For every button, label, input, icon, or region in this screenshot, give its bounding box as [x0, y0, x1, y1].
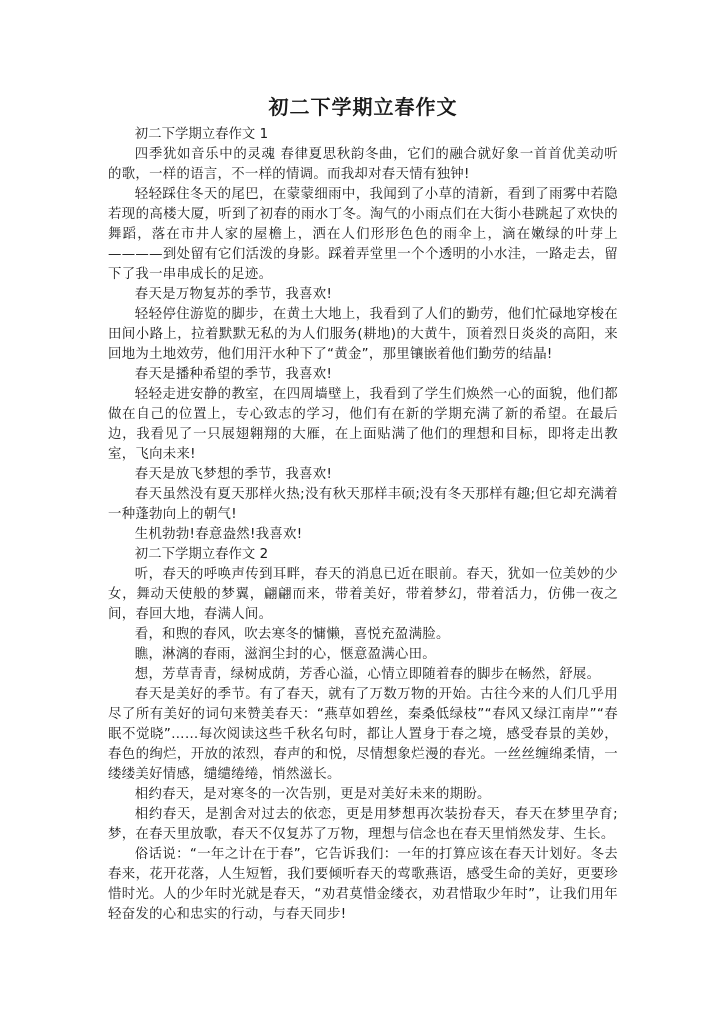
essay-2-paragraph: 春天是美好的季节。有了春天，就有了万数万物的开始。古往今来的人们几乎用尽了所有美好的词句来赞美春天：“燕草如碧丝，秦桑低绿枝”“春风又绿江南岸”“春眠不觉晓”……每次阅读这些千秋名句时，都让人置身于春之境，感受春景的美妙，春色的绚烂，开放的浓烈，春声的和悦，尽情想象烂漫的春光。一丝丝缠绵柔情，一缕缕美好情感，缱缱绻绻，悄然滋长。: [108, 687, 618, 782]
essay-1-paragraph: 春天是万物复苏的季节，我喜欢!: [134, 287, 333, 302]
essay-2-paragraph: 瞧，淋漓的春雨，滋润尘封的心，惬意盈满心田。: [134, 647, 436, 662]
essay-1-paragraph: 四季犹如音乐中的灵魂 春律夏思秋韵冬曲，它们的融合就好象一首首优美动听的歌，一样的语言，不一样的情调。而我却对春天情有独钟!: [108, 147, 618, 182]
essay-1-paragraph: 春天虽然没有夏天那样火热;没有秋天那样丰硕;没有冬天那样有趣;但它却充满着一种蓬勃向上的朝气!: [108, 487, 618, 522]
essay-1-heading: 初二下学期立春作文 1: [134, 127, 269, 142]
essay-1-paragraph: 春天是放飞梦想的季节，我喜欢!: [134, 467, 333, 482]
essay-2-paragraph: 听，春天的呼唤声传到耳畔，春天的消息已近在眼前。春天，犹如一位美妙的少女，舞动天使般的梦翼，翩翩而来，带着美好，带着梦幻，带着活力，仿佛一夜之间，春回大地，春满人间。: [108, 567, 618, 622]
essay-1-paragraph: 轻轻停住游览的脚步，在黄土大地上，我看到了人们的勤劳，他们忙碌地穿梭在田间小路上，拉着默默无私的为人们服务(耕地)的大黄牛，顶着烈日炎炎的高阳，来回地为土地效劳，他们用汗水种下了“黄金”，那里镶嵌着他们勤劳的结晶!: [108, 307, 618, 362]
essay-2-paragraph: 想，芳草青青，绿树成荫，芳香心溢，心情立即随着春的脚步在畅然，舒展。: [134, 667, 601, 682]
essay-2-paragraph: 相约春天，是割舍对过去的依恋，更是用梦想再次装扮春天，春天在梦里孕育;梦，在春天里放歌，春天不仅复苏了万物，理想与信念也在春天里悄然发芽、生长。: [108, 807, 618, 842]
essay-2-heading: 初二下学期立春作文 2: [134, 547, 269, 562]
essay-1-paragraph: 轻轻踩住冬天的尾巴，在蒙蒙细雨中，我闻到了小草的清新，看到了雨雾中若隐若现的高楼大厦，听到了初春的雨水丁冬。淘气的小雨点们在大街小巷跳起了欢快的舞蹈，落在市井人家的屋檐上，洒在人们形形色色的雨伞上，滴在嫩绿的叶芽上————到处留有它们活泼的身影。踩着弄堂里一个个透明的小水洼，一路走去，留下了我一串串成长的足迹。: [108, 187, 618, 282]
essay-2-paragraph: 看，和煦的春风，吹去寒冬的慵懒，喜悦充盈满脸。: [134, 627, 450, 642]
essay-1-paragraph: 春天是播种希望的季节，我喜欢!: [134, 367, 333, 382]
essay-1-paragraph: 轻轻走进安静的教室，在四周墙壁上，我看到了学生们焕然一心的面貌，他们都做在自己的位置上，专心致志的学习，他们有在新的学期充满了新的希望。在最后边，我看见了一只展翅翱翔的大雁，在上面贴满了他们的理想和目标，即将走出教室，飞向未来!: [108, 387, 618, 462]
essay-1-paragraph: 生机勃勃!春意盎然!我喜欢!: [134, 527, 303, 542]
essay-2-paragraph: 相约春天，是对寒冬的一次告别，更是对美好未来的期盼。: [134, 787, 491, 802]
document-title: 初二下学期立春作文: [268, 95, 458, 119]
essay-1: [108, 125, 618, 545]
document-page: [108, 92, 618, 925]
essay-2: [108, 545, 618, 925]
essay-2-paragraph: 俗话说：“一年之计在于春”，它告诉我们：一年的打算应该在春天计划好。冬去春来，花开花落，人生短暂，我们要倾听春天的莺歌燕语，感受生命的美好，更要珍惜时光。人的少年时光就是春天，“劝君莫惜金缕衣，劝君惜取少年时”，让我们用年轻奋发的心和忠实的行动，与春天同步!: [108, 847, 618, 922]
